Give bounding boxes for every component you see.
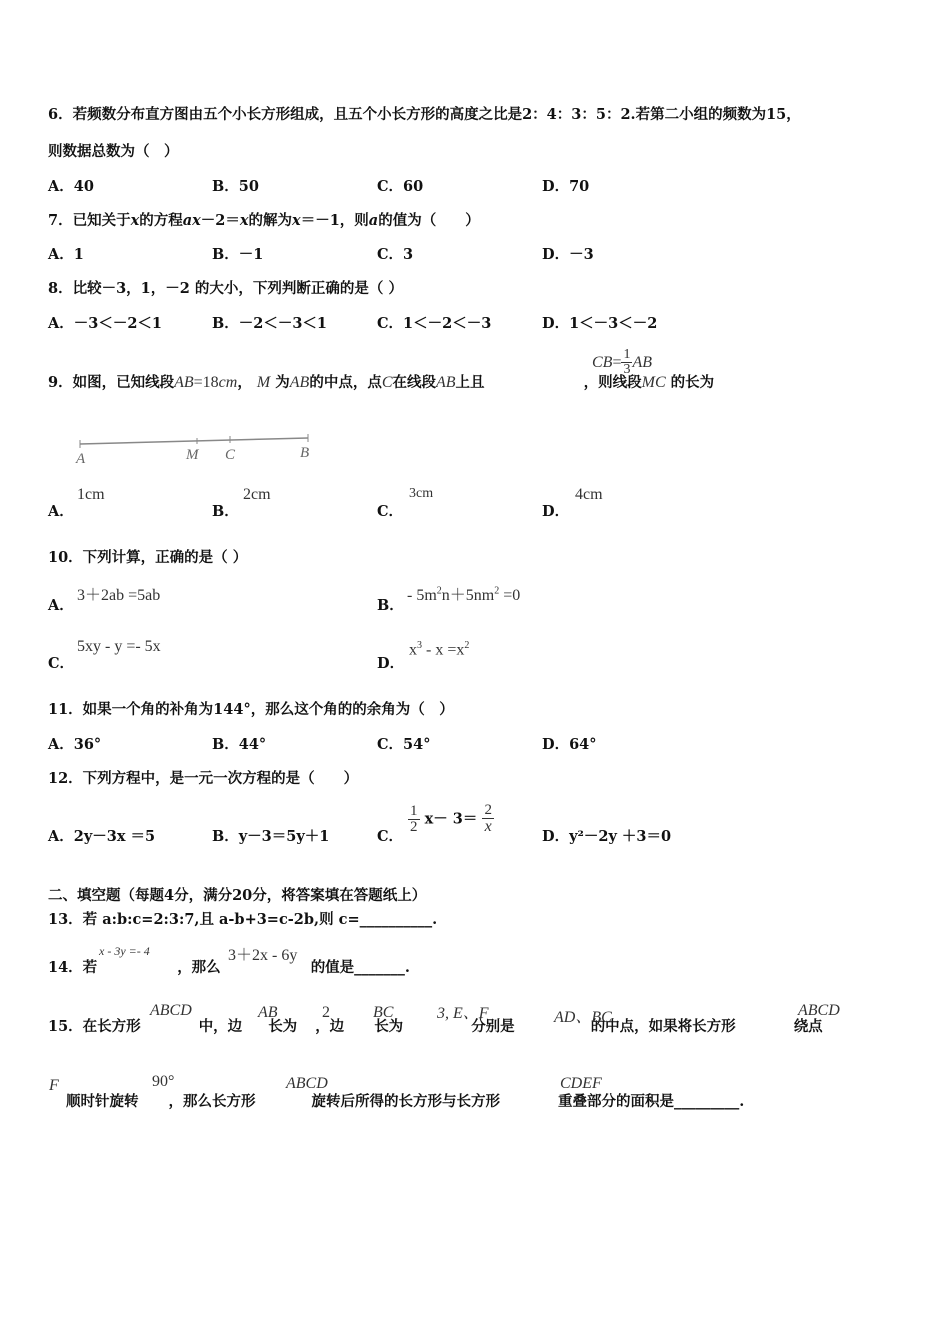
q9-option-b-value: 2cm [243, 486, 271, 503]
q15-bc: BC [373, 1004, 394, 1021]
q10-option-c-value: 5xy - y =- 5x [77, 638, 161, 655]
q15-text-line2: 顺时针旋转 ，那么长方形 旋转后所得的长方形与长方形 重叠部分的面积是_________. [66, 1093, 745, 1110]
q8-option-b: B．－2＜－3＜1 [212, 315, 328, 332]
q6-option-d: D．70 [542, 178, 590, 195]
q9-option-a-letter: A． [48, 503, 74, 520]
q8-option-c: C．1＜－2＜－3 [377, 315, 492, 332]
q11-option-c: C．54° [377, 736, 431, 753]
q11-option-a: A．36° [48, 736, 102, 753]
q10-text: 10．下列计算，正确的是（ ） [48, 549, 248, 566]
q8-option-a: A．－3＜－2＜1 [48, 315, 163, 332]
q6-text2: 则数据总数为（ ） [48, 143, 179, 160]
q10-option-c-letter: C． [48, 655, 75, 672]
q15-cdef: CDEF [560, 1075, 602, 1092]
q11-option-b: B．44° [212, 736, 267, 753]
q12-option-a: A．2y－3x ＝5 [48, 828, 156, 845]
section-2-heading: 二、填空题（每题4分，满分20分，将答案填在答题纸上） [48, 887, 427, 904]
q10-option-d-letter: D． [377, 655, 405, 672]
q14-expression: 3＋2x - 6y [228, 947, 298, 964]
q7-option-d: D．－3 [542, 246, 594, 263]
q12-option-d: D．y²－2y ＋3＝0 [542, 828, 672, 845]
segment-label-b: B [300, 445, 310, 461]
q10-option-d-value: $x^3 - x =x^2$ [409, 640, 470, 659]
q15-abcd-3: ABCD [286, 1075, 328, 1092]
q11-option-d: D．64° [542, 736, 597, 753]
q15-ab: AB [258, 1004, 278, 1021]
q7-option-c: C．3 [377, 246, 414, 263]
q9-option-a-value: 1cm [77, 486, 105, 503]
q15-ad-bc: AD、BC [554, 1009, 612, 1026]
q9-option-d-letter: D． [542, 503, 570, 520]
q12-option-c-value: $\frac{1}{2}$ x－ 3＝ $\frac{2}{x}$ [410, 802, 492, 835]
q12-option-b: B．y－3＝5y＋1 [212, 828, 330, 845]
q9-option-b-letter: B． [212, 503, 239, 520]
q10-option-a-value: 3＋2ab =5ab [77, 587, 161, 604]
q14-condition: x - 3y =- 4 [99, 944, 150, 958]
segment-label-c: C [225, 447, 236, 463]
q7-option-b: B．－1 [212, 246, 264, 263]
q6-option-a: A．40 [48, 178, 94, 195]
q6-text: 6．若频数分布直方图由五个小长方形组成，且五个小长方形的高度之比是2：4：3：5：2.若第二小组的频数为15， [48, 106, 801, 123]
q10-option-a-letter: A． [48, 597, 74, 614]
q15-f: F [49, 1077, 59, 1094]
q14-text: 14．若 ，那么 的值是_______. [48, 959, 410, 976]
q9-option-d-value: 4cm [575, 486, 603, 503]
q15-two: 2 [322, 1004, 330, 1021]
segment-ab-line [80, 438, 308, 444]
q12-text: 12．下列方程中，是一元一次方程的是（ ） [48, 770, 359, 787]
q7-text: 7．已知关于x的方程ax－2＝x的解为x＝－1，则a的值为（ ） [48, 212, 480, 229]
q6-option-c: C．60 [377, 178, 424, 195]
q8-option-d: D．1＜－3＜－2 [542, 315, 658, 332]
segment-figure [70, 430, 330, 470]
q9-option-c-letter: C． [377, 503, 404, 520]
q15-abcd-1: ABCD [150, 1002, 192, 1019]
q15-mid: 3, E、F [437, 1005, 489, 1022]
q7-option-a: A．1 [48, 246, 84, 263]
q10-option-b-letter: B． [377, 597, 404, 614]
q15-abcd-2: ABCD [798, 1002, 840, 1019]
q9-option-c-value: 3cm [409, 486, 434, 501]
q9-text: 9．如图，已知线段AB=18cm， M 为AB的中点，点C在线段AB上且 ，则线段MC 的长为 [48, 374, 715, 391]
q15-text-line1: 15．在长方形 中，边 长为 ，边 长为 分别是 的中点，如果将长方形 绕点 [48, 1018, 823, 1035]
q15-deg: 90° [152, 1073, 175, 1090]
q9-cb-fraction: CB= $\frac{1}{3}$ AB [592, 347, 653, 377]
q12-option-c-letter: C． [377, 828, 404, 845]
q8-text: 8．比较－3，1，－2 的大小，下列判断正确的是（ ） [48, 280, 403, 297]
q11-text: 11．如果一个角的补角为144°，那么这个角的的余角为（ ） [48, 701, 454, 718]
segment-label-m: M [186, 447, 199, 463]
q10-option-b-value: - $5m^2n+5nm^2 =0$ [407, 585, 521, 604]
q13-text: 13．若 a:b:c=2:3:7,且 a-b+3=c-2b,则 c=__________. [48, 911, 438, 928]
q6-option-b: B．50 [212, 178, 259, 195]
segment-label-a: A [76, 451, 86, 467]
